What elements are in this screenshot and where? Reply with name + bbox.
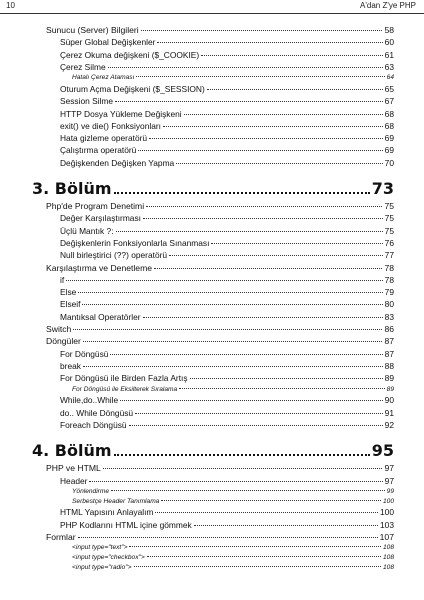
dot-leader: [83, 366, 383, 367]
entry-title: Değişkenden Değişken Yapma: [60, 157, 175, 168]
entry-page-number: 76: [384, 237, 394, 248]
dot-leader: [78, 292, 382, 293]
entry-page-number: 108: [382, 563, 394, 571]
entry-title: Çerez Okuma değişkeni ($_COOKIE): [60, 49, 200, 60]
dot-leader: [73, 329, 382, 330]
dot-leader: [116, 231, 383, 232]
dot-leader: [82, 304, 382, 305]
entry-page-number: 86: [384, 324, 394, 335]
dot-leader: [138, 150, 382, 151]
entry-page-number: 95: [371, 441, 394, 461]
dot-leader: [110, 354, 382, 355]
entry-title: do.. While Döngüsü: [60, 407, 134, 418]
entry-title: Php'de Program Denetimi: [46, 201, 145, 212]
toc-entry[interactable]: [46, 50, 394, 62]
dot-leader: [155, 512, 378, 513]
toc-entry[interactable]: [46, 324, 394, 336]
entry-page-number: 73: [371, 179, 394, 199]
dot-leader: [136, 76, 384, 77]
dot-leader: [194, 525, 378, 526]
toc-entry[interactable]: [46, 312, 394, 324]
entry-page-number: 79: [384, 287, 394, 298]
toc-entry[interactable]: [46, 62, 394, 74]
entry-title: Null birleştirici (??) operatörü: [60, 250, 168, 261]
entry-title: Karşılaştırma ve Denetleme: [46, 262, 153, 273]
entry-page-number: 87: [384, 336, 394, 347]
entry-title: Hata gizleme operatörü: [60, 133, 148, 144]
entry-page-number: 91: [384, 407, 394, 418]
entry-page-number: 83: [384, 311, 394, 322]
toc-entry[interactable]: [46, 133, 394, 145]
entry-page-number: 64: [386, 74, 394, 82]
toc-entry[interactable]: [46, 96, 394, 108]
toc-entry[interactable]: [46, 287, 394, 299]
dot-leader: [154, 268, 382, 269]
entry-title: <input type="text">: [72, 544, 128, 552]
toc-entry[interactable]: [46, 336, 394, 348]
dot-leader: [66, 280, 382, 281]
dot-leader: [157, 42, 382, 43]
entry-page-number: 103: [380, 519, 394, 530]
entry-title: PHP ve HTML: [46, 463, 101, 474]
entry-title: if: [60, 274, 65, 285]
entry-title: 3. Bölüm: [32, 179, 112, 199]
entry-page-number: 58: [384, 25, 394, 35]
entry-title: Oturum Açma Değişkeni ($_SESSION): [60, 83, 205, 94]
dot-leader: [201, 55, 383, 56]
toc-entry[interactable]: [46, 109, 394, 121]
entry-page-number: 70: [384, 157, 394, 168]
dot-leader: [143, 218, 383, 219]
toc-entry[interactable]: [46, 84, 394, 96]
toc-entry[interactable]: [46, 250, 394, 262]
toc-entry[interactable]: [46, 554, 394, 564]
dot-leader: [143, 317, 383, 318]
entry-page-number: 90: [384, 395, 394, 406]
entry-page-number: 65: [384, 83, 394, 94]
dot-leader: [169, 255, 383, 256]
entry-page-number: 97: [384, 475, 394, 486]
entry-title: Değer Karşılaştırması: [60, 213, 141, 224]
toc-entry[interactable]: [46, 386, 394, 396]
toc-entry[interactable]: [46, 507, 394, 519]
toc-entry[interactable]: [46, 520, 394, 532]
dot-leader: [190, 378, 383, 379]
dot-leader: [184, 114, 383, 115]
dot-leader: [149, 138, 383, 139]
dot-leader: [207, 89, 383, 90]
entry-title: Süper Global Değişkenler: [60, 37, 156, 48]
entry-title: Yönlendirme: [72, 487, 110, 495]
entry-page-number: 68: [384, 108, 394, 119]
dot-leader: [120, 400, 382, 401]
entry-page-number: 75: [384, 225, 394, 236]
entry-title: Çerez Silme: [60, 61, 106, 72]
toc-entry[interactable]: [46, 544, 394, 554]
toc-entry[interactable]: [46, 299, 394, 311]
toc-entry[interactable]: [46, 238, 394, 250]
entry-page-number: 68: [384, 120, 394, 131]
toc-entry[interactable]: [46, 25, 394, 37]
entry-page-number: 87: [384, 348, 394, 359]
entry-title: While,do..While: [60, 395, 119, 406]
dot-leader: [129, 546, 381, 547]
dot-leader: [103, 468, 383, 469]
entry-page-number: 100: [382, 497, 394, 505]
entry-title: exit() ve die() Fonksiyonları: [60, 120, 161, 131]
entry-page-number: 69: [384, 133, 394, 144]
entry-page-number: 99: [386, 487, 394, 495]
dot-leader: [111, 490, 385, 491]
entry-title: Üçlü Mantık ?:: [60, 225, 114, 236]
entry-title: break: [60, 360, 81, 371]
dot-leader: [146, 206, 382, 207]
toc-entry[interactable]: [46, 408, 394, 420]
table-of-contents: [32, 25, 394, 574]
entry-title: Switch: [46, 324, 72, 335]
dot-leader: [141, 30, 383, 31]
dot-leader: [176, 163, 382, 164]
entry-page-number: 97: [384, 463, 394, 474]
toc-entry[interactable]: [46, 373, 394, 385]
toc-entry[interactable]: [46, 74, 394, 84]
entry-title: PHP Kodlarını HTML içine gömmek: [60, 519, 192, 530]
entry-title: Foreach Döngüsü: [60, 419, 127, 430]
entry-title: Elseif: [60, 299, 81, 310]
entry-page-number: 92: [384, 419, 394, 430]
entry-title: Çalıştırma operatörü: [60, 145, 137, 156]
entry-title: HTTP Dosya Yükleme Değişkeni: [60, 108, 182, 119]
entry-page-number: 108: [382, 554, 394, 562]
dot-leader: [211, 243, 382, 244]
entry-title: <input type="radio">: [72, 563, 132, 571]
entry-title: Else: [60, 287, 77, 298]
dot-leader: [161, 500, 381, 501]
entry-title: Hatalı Çerez Ataması: [72, 74, 135, 82]
dot-leader: [163, 126, 383, 127]
toc-entry[interactable]: [46, 349, 394, 361]
dot-leader: [115, 101, 383, 102]
running-title: A'dan Z'ye PHP: [360, 1, 416, 10]
entry-page-number: 61: [384, 49, 394, 60]
entry-page-number: 78: [384, 274, 394, 285]
toc-entry[interactable]: [46, 463, 394, 475]
entry-page-number: 63: [384, 61, 394, 72]
toc-entry[interactable]: [46, 498, 394, 508]
toc-entry[interactable]: [46, 226, 394, 238]
entry-page-number: 89: [384, 373, 394, 384]
entry-title: For Döngüsü: [60, 348, 109, 359]
entry-page-number: 107: [379, 531, 394, 542]
entry-title: For Döngüsü ile Eksilterek Sıralama: [72, 385, 178, 393]
entry-title: <input type="checkbox">: [72, 554, 145, 562]
entry-page-number: 60: [384, 37, 394, 48]
entry-page-number: 108: [382, 544, 394, 552]
chapter-heading[interactable]: [32, 176, 394, 198]
toc-entry[interactable]: [46, 263, 394, 275]
toc-entry[interactable]: [46, 158, 394, 170]
dot-leader: [135, 413, 383, 414]
entry-page-number: 67: [384, 96, 394, 107]
entry-page-number: 77: [384, 250, 394, 261]
entry-title: 4. Bölüm: [32, 441, 112, 461]
entry-page-number: 75: [384, 213, 394, 224]
toc-entry[interactable]: [46, 121, 394, 133]
entry-page-number: 69: [384, 145, 394, 156]
entry-page-number: 75: [384, 201, 394, 212]
entry-page-number: 78: [384, 262, 394, 273]
entry-page-number: 100: [380, 507, 394, 518]
toc-entry[interactable]: [46, 564, 394, 574]
dot-leader: [134, 566, 381, 567]
toc-entry[interactable]: [46, 420, 394, 432]
toc-entry[interactable]: [46, 532, 394, 544]
entry-title: Session Silme: [60, 96, 114, 107]
dot-leader: [147, 556, 381, 557]
entry-title: HTML Yapısını Anlayalım: [60, 507, 154, 518]
entry-title: Döngüler: [46, 336, 81, 347]
entry-title: Mantıksal Operatörler: [60, 311, 141, 322]
toc-entry[interactable]: [46, 201, 394, 213]
entry-page-number: 88: [384, 360, 394, 371]
entry-page-number: 89: [386, 385, 394, 393]
dot-leader: [114, 192, 370, 194]
toc-entry[interactable]: [46, 275, 394, 287]
dot-leader: [114, 454, 370, 456]
dot-leader: [108, 67, 383, 68]
dot-leader: [179, 388, 384, 389]
entry-title: Header: [60, 475, 88, 486]
dot-leader: [83, 341, 383, 342]
entry-title: Formlar: [46, 531, 76, 542]
toc-entry[interactable]: [46, 488, 394, 498]
toc-entry[interactable]: [46, 145, 394, 157]
entry-page-number: 80: [384, 299, 394, 310]
entry-title: Değişkenlerin Fonksiyonlarla Sınanması: [60, 237, 210, 248]
entry-title: Serbestçe Header Tanımlama: [72, 497, 160, 505]
toc-entry[interactable]: [46, 395, 394, 407]
page-number: 10: [6, 1, 15, 10]
dot-leader: [89, 481, 382, 482]
entry-title: Sunucu (Server) Bilgileri: [46, 25, 139, 35]
toc-entry[interactable]: [46, 37, 394, 49]
page-header: [0, 0, 424, 14]
toc-entry[interactable]: [46, 213, 394, 225]
dot-leader: [78, 537, 378, 538]
entry-title: For Döngüsü ile Birden Fazla Artış: [60, 373, 188, 384]
toc-entry[interactable]: [46, 361, 394, 373]
dot-leader: [129, 425, 383, 426]
toc-entry[interactable]: [46, 476, 394, 488]
chapter-heading[interactable]: [32, 438, 394, 460]
